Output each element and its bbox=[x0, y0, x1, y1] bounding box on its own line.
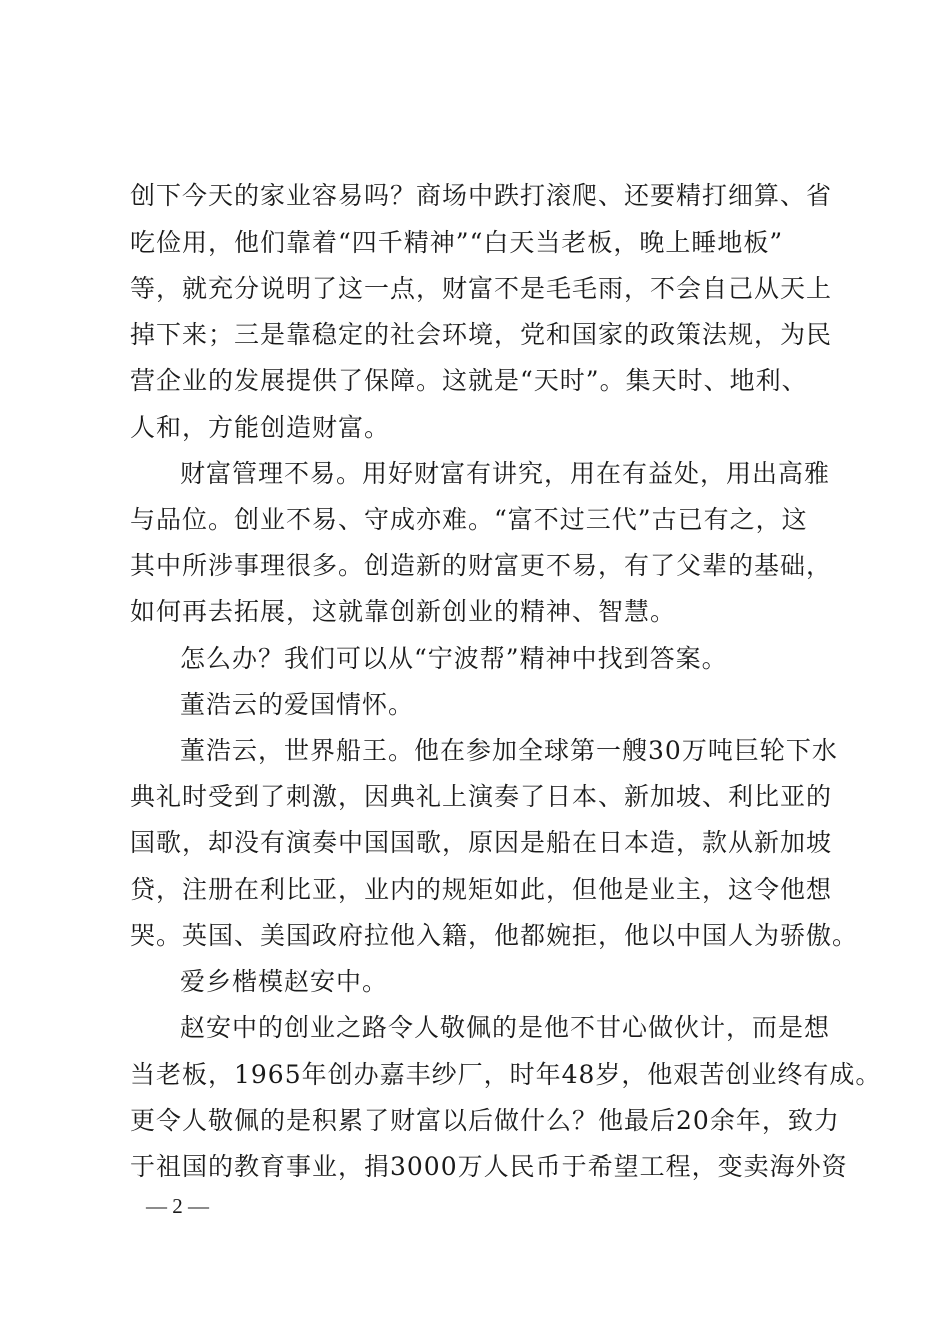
text-line: 等，就充分说明了这一点，财富不是毛毛雨，不会自己从天上 bbox=[130, 274, 833, 303]
page-number: — 2 — bbox=[146, 1194, 209, 1218]
text-line: 如何再去拓展，这就靠创新创业的精神、智慧。 bbox=[130, 597, 677, 626]
text-line: 典礼时受到了刺激，因典礼上演奏了日本、新加坡、利比亚的 bbox=[130, 782, 833, 811]
text-line: 营企业的发展提供了保障。这就是“天时”。集天时、地利、 bbox=[130, 366, 808, 395]
text-line: 吃俭用，他们靠着“四千精神”“白天当老板，晚上睡地板” bbox=[130, 228, 784, 257]
paragraph-first-line: 怎么办？我们可以从“宁波帮”精神中找到答案。 bbox=[180, 644, 728, 673]
text-line: 于祖国的教育事业，捐3000万人民币于希望工程，变卖海外资 bbox=[130, 1152, 848, 1181]
section-heading: 爱乡楷模赵安中。 bbox=[180, 967, 389, 996]
section-heading: 董浩云的爱国情怀。 bbox=[180, 690, 415, 719]
text-line: 贷，注册在利比亚，业内的规矩如此，但他是业主，这令他想 bbox=[130, 875, 833, 904]
paragraph-first-line: 赵安中的创业之路令人敬佩的是他不甘心做伙计，而是想 bbox=[180, 1013, 831, 1042]
text-line: 创下今天的家业容易吗？商场中跌打滚爬、还要精打细算、省 bbox=[130, 181, 833, 210]
text-line: 掉下来；三是靠稳定的社会环境，党和国家的政策法规，为民 bbox=[130, 320, 833, 349]
text-line: 更令人敬佩的是积累了财富以后做什么？他最后20余年，致力 bbox=[130, 1106, 840, 1135]
text-line: 其中所涉事理很多。创造新的财富更不易，有了父辈的基础， bbox=[130, 551, 833, 580]
text-line: 国歌，却没有演奏中国国歌，原因是船在日本造，款从新加坡 bbox=[130, 828, 833, 857]
text-line: 当老板，1965年创办嘉丰纱厂，时年48岁，他艰苦创业终有成。 bbox=[130, 1060, 882, 1089]
text-line: 哭。英国、美国政府拉他入籍，他都婉拒，他以中国人为骄傲。 bbox=[130, 921, 859, 950]
text-line: 人和，方能创造财富。 bbox=[130, 413, 391, 442]
text-line: 与品位。创业不易、守成亦难。“富不过三代”古已有之，这 bbox=[130, 505, 808, 534]
paragraph-first-line: 财富管理不易。用好财富有讲究，用在有益处，用出高雅 bbox=[180, 459, 831, 488]
paragraph-first-line: 董浩云，世界船王。他在参加全球第一艘30万吨巨轮下水 bbox=[180, 736, 838, 765]
